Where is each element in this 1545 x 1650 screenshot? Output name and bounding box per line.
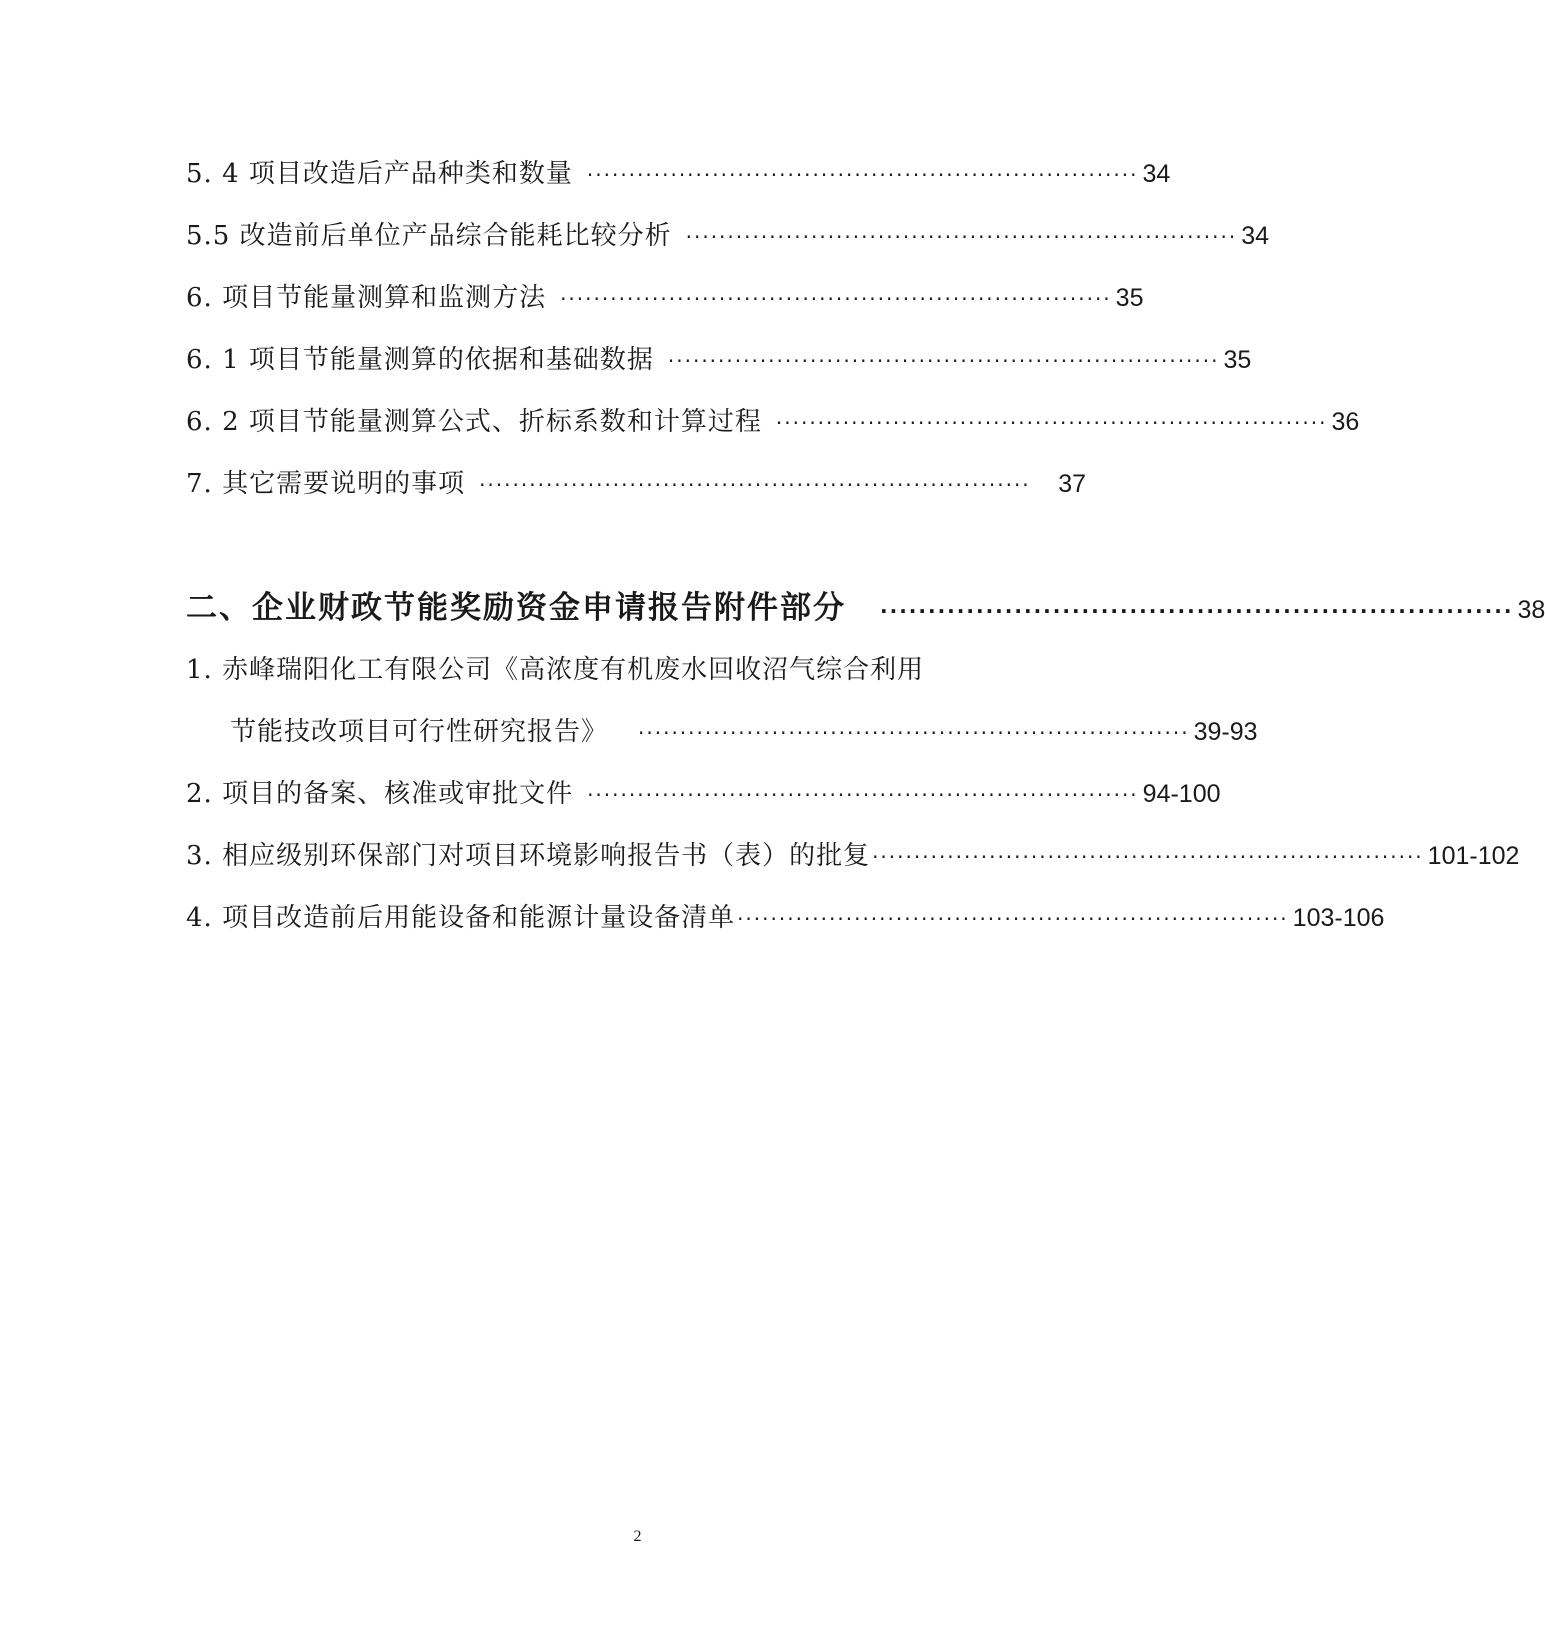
- toc-entry[interactable]: [186, 216, 1270, 256]
- toc-leader-dots: ··································································: [586, 163, 1139, 187]
- toc-entry-label: 节能技改项目可行性研究报告》: [230, 717, 609, 747]
- toc-entry-label: 5.5 改造前后单位产品综合能耗比较分析: [186, 221, 672, 251]
- toc-page-number: 101-102: [1427, 842, 1520, 870]
- toc-leader-dots: ··································································: [880, 599, 1514, 623]
- toc-leader-dots: ··································································: [638, 721, 1190, 745]
- toc-page-number: 35: [1223, 346, 1252, 374]
- toc-leader-dots: ··································································: [685, 225, 1238, 249]
- toc-entry-label: 4. 项目改造前后用能设备和能源计量设备清单: [186, 903, 736, 933]
- toc-entry-label: 6. 项目节能量测算和监测方法: [186, 283, 547, 313]
- toc-entry[interactable]: [186, 340, 1252, 380]
- toc-entry[interactable]: [186, 650, 1086, 690]
- toc-page-number: 35: [1115, 284, 1144, 312]
- toc-entry[interactable]: [186, 836, 1520, 876]
- toc-leader-dots: ··································································: [872, 845, 1424, 869]
- toc-leader-dots: ··································································: [479, 473, 1031, 497]
- toc-page-number: 36: [1331, 408, 1360, 436]
- toc-leader-dots: ··································································: [560, 287, 1112, 311]
- toc-entry-label: 2. 项目的备案、核准或审批文件: [186, 779, 574, 809]
- toc-entry-label: 6. 2 项目节能量测算公式、折标系数和计算过程: [186, 407, 762, 437]
- toc-page-number: 38: [1517, 596, 1545, 624]
- toc-entry[interactable]: [186, 898, 1385, 938]
- toc-entry-label: 7. 其它需要说明的事项: [186, 469, 466, 499]
- toc-entry-label: 3. 相应级别环保部门对项目环境影响报告书（表）的批复: [186, 841, 871, 871]
- toc-leader-dots: ··································································: [775, 411, 1328, 435]
- toc-entry[interactable]: [186, 278, 1144, 318]
- toc-entry[interactable]: [186, 464, 1086, 504]
- toc-page-number: 34: [1142, 160, 1171, 188]
- toc-page-number: 37: [1058, 470, 1086, 498]
- toc-page-number: 103-106: [1292, 904, 1385, 932]
- toc-leader-dots: ··································································: [587, 783, 1139, 807]
- toc-leader-dots: ··································································: [737, 907, 1289, 931]
- toc-entry-label: 1. 赤峰瑞阳化工有限公司《高浓度有机废水回收沼气综合利用: [186, 655, 925, 685]
- toc-entry[interactable]: [186, 774, 1221, 814]
- toc-page-number: 39-93: [1193, 718, 1258, 746]
- toc-entry-label: 6. 1 项目节能量测算的依据和基础数据: [186, 345, 654, 375]
- toc-entry-continuation[interactable]: [230, 712, 1258, 752]
- toc-leader-dots: ··································································: [667, 349, 1220, 373]
- toc-section-heading[interactable]: [186, 584, 1545, 632]
- section-heading-label: 二、企业财政节能奖励资金申请报告附件部分: [186, 590, 846, 626]
- toc-page-number: 94-100: [1142, 780, 1221, 808]
- toc-entry-label: 5. 4 项目改造后产品种类和数量: [186, 159, 573, 189]
- page-number: 2: [633, 1528, 642, 1545]
- toc-entry[interactable]: [186, 154, 1171, 194]
- toc-page-number: 34: [1241, 222, 1270, 250]
- toc-entry[interactable]: [186, 402, 1360, 442]
